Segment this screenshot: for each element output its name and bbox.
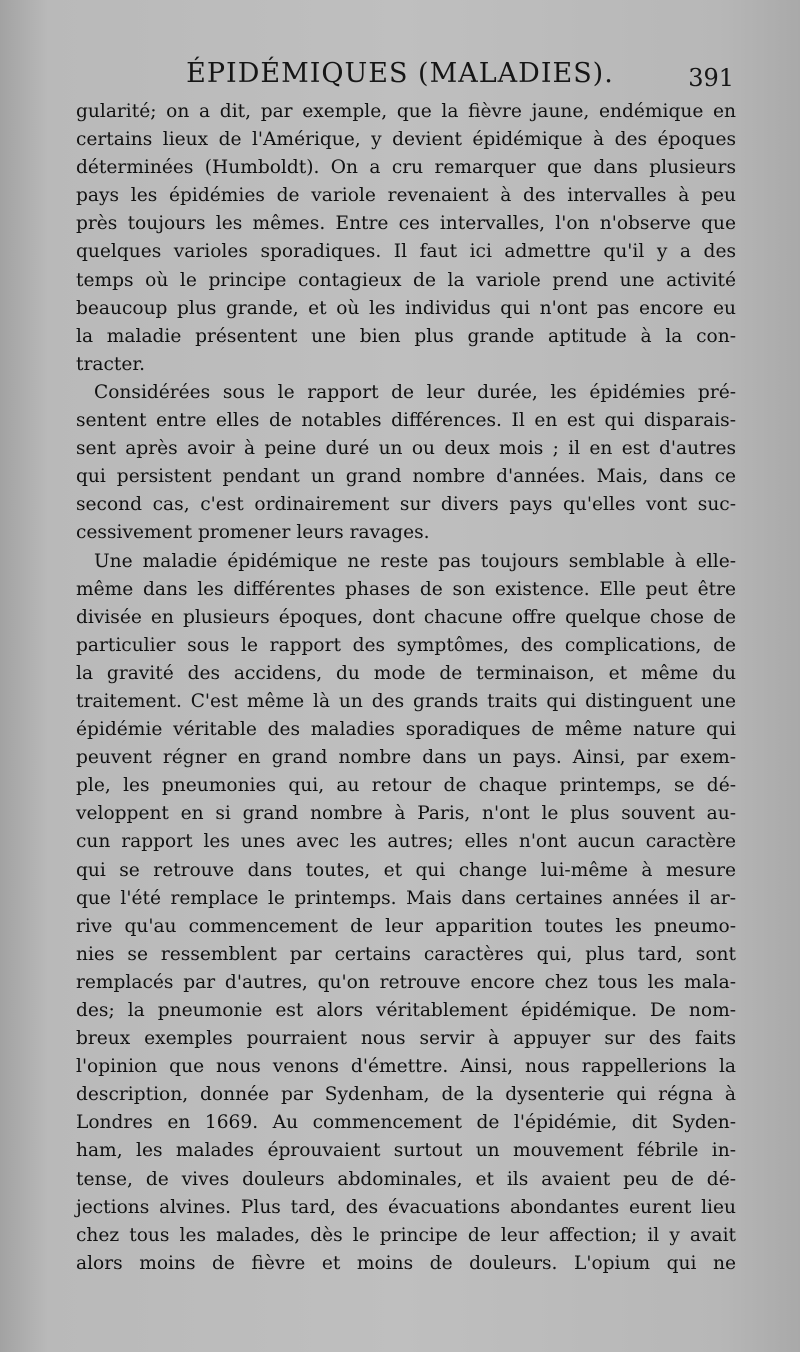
text-line: ple, les pneumonies qui, au retour de chaque printemps, se dé- [76,775,736,797]
text-line: près toujours les mêmes. Entre ces intervalles, l'on n'observe que [76,213,736,235]
text-line: rive qu'au commencement de leur apparition toutes les pneumo- [76,915,736,937]
text-line: certains lieux de l'Amérique, y devient épidémique à des époques [76,129,736,151]
text-line: nies se ressemblent par certains caractères qui, plus tard, sont [76,943,736,965]
text-line: quelques varioles sporadiques. Il faut ici admettre qu'il y a des [76,241,736,263]
text-line: Londres en 1669. Au commencement de l'épidémie, dit Syden- [76,1112,736,1134]
text-line: remplacés par d'autres, qu'on retrouve encore chez tous les mala- [76,971,736,993]
text-line: veloppent en si grand nombre à Paris, n'ont le plus souvent au- [76,803,736,825]
text-line: sentent entre elles de notables différences. Il en est qui disparais- [76,410,736,432]
text-line: Considérées sous le rapport de leur durée, les épidémies pré- [94,381,736,403]
body-text [76,98,736,1278]
text-line: même dans les différentes phases de son existence. Elle peut être [76,578,736,600]
text-line: cessivement promener leurs ravages. [76,522,430,544]
text-line: sent après avoir à peine duré un ou deux mois ; il en est d'autres [76,438,736,460]
text-line: breux exemples pourraient nous servir à appuyer sur des faits [76,1028,736,1050]
text-line: tense, de vives douleurs abdominales, et ils avaient peu de dé- [76,1168,736,1190]
text-line: la gravité des accidens, du mode de terminaison, et même du [76,662,736,684]
text-line: épidémie véritable des maladies sporadiques de même nature qui [76,719,736,741]
text-line: ham, les malades éprouvaient surtout un mouvement fébrile in- [76,1140,736,1162]
text-line: gularité; on a dit, par exemple, que la fièvre jaune, endémique en [76,101,736,122]
text-line: jections alvines. Plus tard, des évacuations abondantes eurent lieu [76,1196,736,1218]
text-line: description, donnée par Sydenham, de la dysenterie qui régna à [76,1084,736,1106]
text-line: beaucoup plus grande, et où les individus qui n'ont pas encore eu [76,297,736,319]
text-line: qui se retrouve dans toutes, et qui change lui-même à mesure [76,859,736,881]
text-line: chez tous les malades, dès le principe de leur affection; il y avait [76,1224,736,1246]
text-line: divisée en plusieurs époques, dont chacune offre quelque chose de [76,606,736,628]
running-title: ÉPIDÉMIQUES (MALADIES). [186,58,614,89]
text-line: tracter. [76,353,146,375]
text-line: alors moins de fièvre et moins de douleurs. L'opium qui ne [76,1252,736,1274]
page-header [0,56,800,96]
text-line: des; la pneumonie est alors véritablement épidémique. De nom- [76,1000,736,1021]
text-line: particulier sous le rapport des symptômes, des complications, de [76,634,736,656]
text-line: qui persistent pendant un grand nombre d'années. Mais, dans ce [76,466,736,488]
text-line: la maladie présentent une bien plus grande aptitude à la con- [76,325,736,347]
text-line: cun rapport les unes avec les autres; elles n'ont aucun caractère [76,831,736,853]
text-line: déterminées (Humboldt). On a cru remarquer que dans plusieurs [76,157,736,179]
text-line: l'opinion que nous venons d'émettre. Ainsi, nous rappellerions la [76,1056,736,1078]
text-line: Une maladie épidémique ne reste pas toujours semblable à elle- [94,550,736,572]
page-number: 391 [688,64,734,92]
text-line: que l'été remplace le printemps. Mais dans certaines années il ar- [76,887,736,909]
text-line: temps où le principe contagieux de la variole prend une activité [76,269,736,291]
text-line: peuvent régner en grand nombre dans un pays. Ainsi, par exem- [76,747,736,769]
text-line: pays les épidémies de variole revenaient à des intervalles à peu [76,185,736,207]
text-line: second cas, c'est ordinairement sur divers pays qu'elles vont suc- [76,494,736,516]
text-line: traitement. C'est même là un des grands traits qui distinguent une [76,690,736,712]
